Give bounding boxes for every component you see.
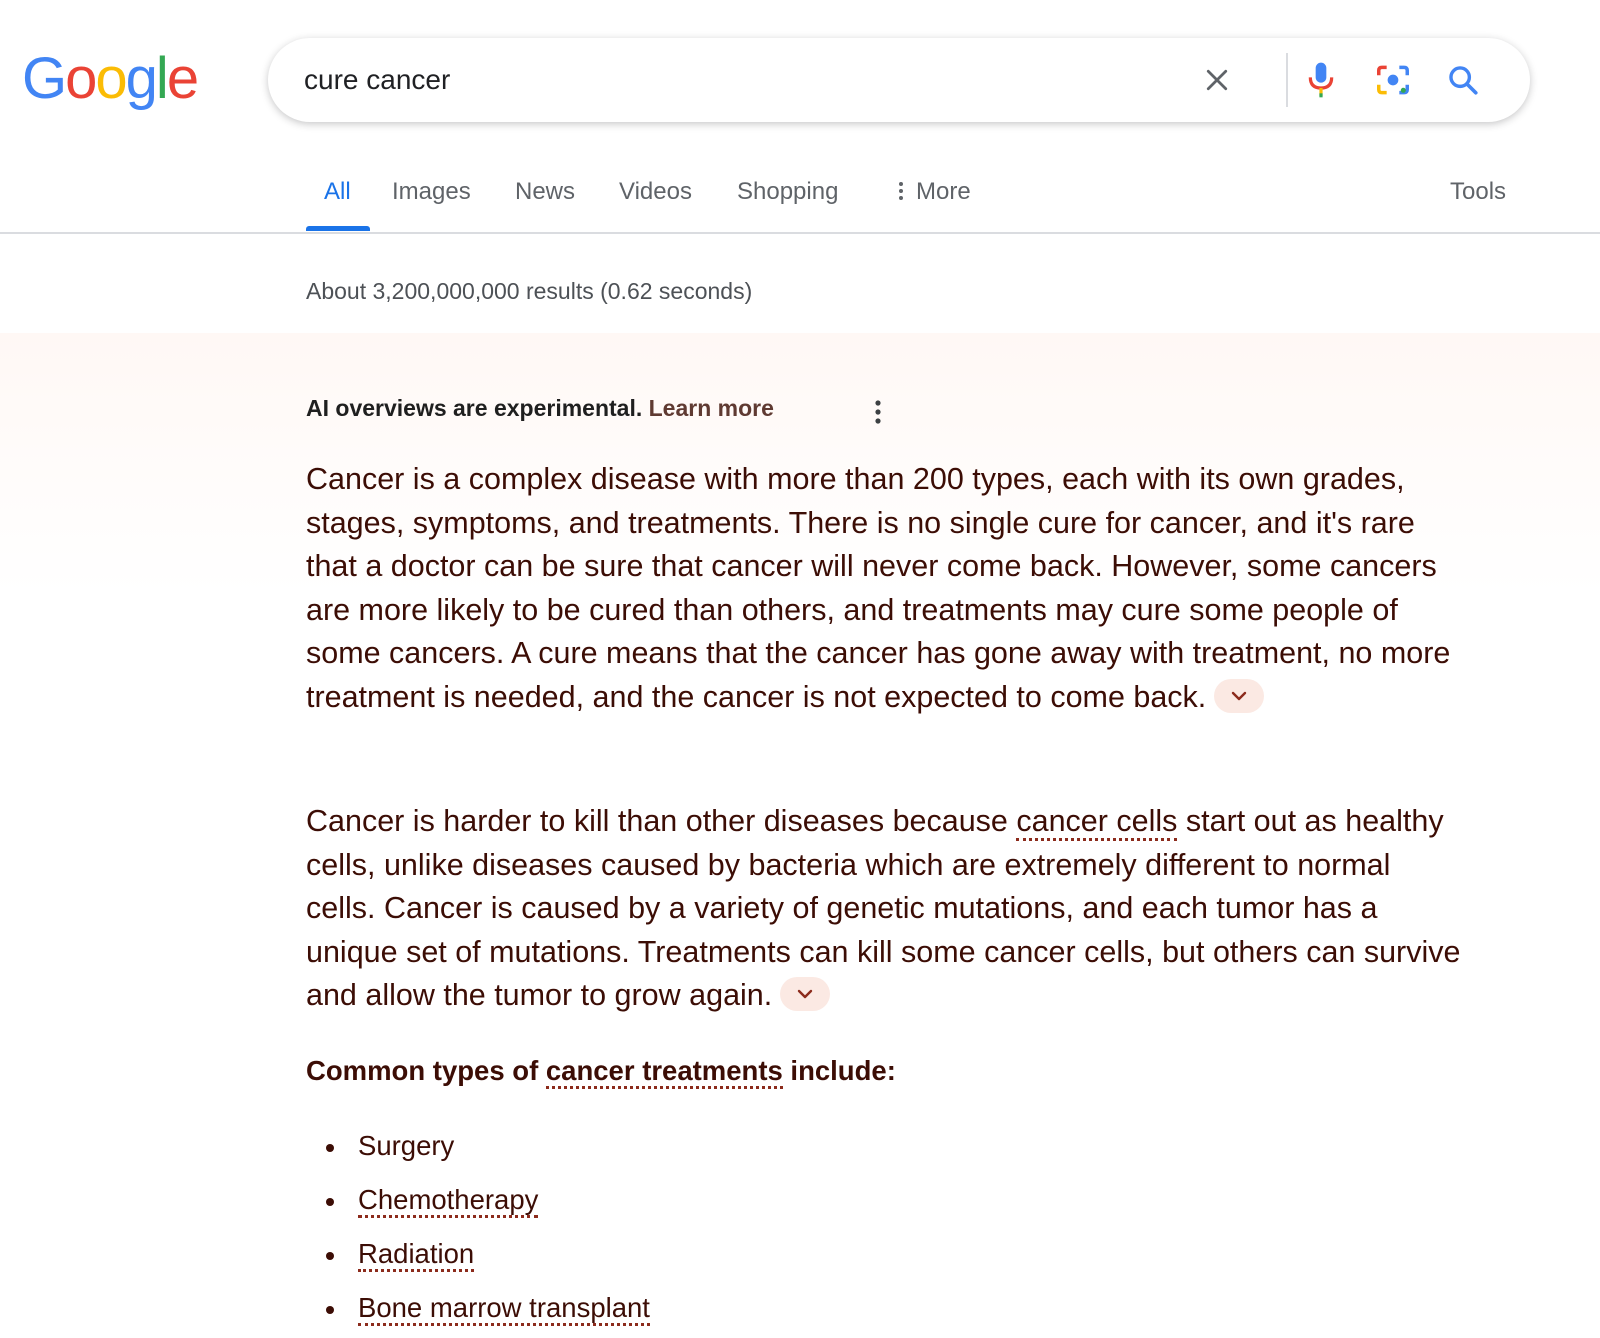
search-input[interactable]: [304, 60, 1164, 100]
cancer-treatments-link[interactable]: cancer treatments: [546, 1055, 783, 1089]
ai-overview-paragraph: [306, 458, 1466, 720]
logo-letter: g: [125, 46, 156, 111]
learn-more-link[interactable]: Learn more: [648, 395, 774, 421]
tab-label: All: [324, 178, 351, 205]
tab-videos[interactable]: [619, 178, 692, 206]
radiation-link[interactable]: Radiation: [358, 1238, 474, 1272]
tab-label: Shopping: [737, 178, 839, 205]
bone-marrow-transplant-link[interactable]: Bone marrow transplant: [358, 1292, 650, 1326]
microphone-icon[interactable]: [1300, 59, 1342, 101]
tab-label: Videos: [619, 178, 692, 205]
list-item: [306, 1182, 650, 1236]
search-icon[interactable]: [1442, 59, 1484, 101]
tab-label: Images: [392, 178, 471, 205]
lens-camera-icon[interactable]: [1372, 59, 1414, 101]
tab-images[interactable]: [392, 178, 471, 206]
logo-letter: o: [65, 46, 96, 111]
tab-all[interactable]: [324, 178, 351, 206]
tab-label: News: [515, 178, 576, 205]
paragraph-text: Cancer is a complex disease with more than 200 types, each with its own grades, stages, symptoms, and treatments. There is no single cure for cancer, and it's rare that a doctor can be sure that cancer will never come back. However, some cancers are more likely to be cured than others, and treatments may cure some people of some cancers. A cure means that the cancer has gone away with treatment, no more treatment is needed, and the cancer is not expected to come back.: [306, 462, 1451, 714]
google-logo[interactable]: [22, 46, 198, 111]
treatments-list: [306, 1128, 650, 1338]
disclaimer-text: AI overviews are experimental.: [306, 395, 643, 421]
tab-shopping[interactable]: [737, 178, 838, 206]
search-box: [268, 38, 1530, 122]
heading-text: Common types of: [306, 1055, 546, 1086]
cancer-cells-link[interactable]: cancer cells: [1016, 804, 1177, 841]
expand-sources-button[interactable]: [780, 977, 830, 1011]
tab-more[interactable]: [896, 178, 971, 206]
treatment-label: Surgery: [358, 1130, 455, 1161]
header-divider: [0, 232, 1600, 234]
treatments-heading: [306, 1055, 896, 1087]
search-divider: [1286, 53, 1288, 107]
tab-news[interactable]: [515, 178, 575, 206]
ai-overview-menu-icon[interactable]: [862, 396, 894, 428]
paragraph-text: Cancer is harder to kill than other diseases because: [306, 804, 1017, 838]
logo-letter: G: [22, 46, 66, 111]
logo-letter: e: [166, 46, 198, 111]
ai-overview-paragraph: [306, 800, 1466, 1018]
list-item: [306, 1128, 650, 1182]
logo-letter: o: [95, 46, 126, 111]
clear-icon[interactable]: [1196, 59, 1238, 101]
logo-letter: l: [155, 46, 167, 111]
paragraph-text: start out as healthy cells, unlike diseases caused by bacteria which are extremely different to normal cells. Cancer is caused by a variety of genetic mutations, and each tumor has a unique set of mutations. Treatments can kill some cancer cells, but others can survive and allow the tumor to grow again.: [306, 804, 1461, 1013]
chevron-down-icon: [1229, 688, 1249, 704]
chevron-down-icon: [795, 986, 815, 1002]
active-tab-indicator: [306, 226, 370, 231]
list-item: [306, 1290, 650, 1338]
heading-text: include:: [782, 1055, 896, 1086]
result-stats: About 3,200,000,000 results (0.62 seconds): [306, 278, 753, 304]
ai-overview-disclaimer: [306, 395, 774, 422]
chemotherapy-link[interactable]: Chemotherapy: [358, 1184, 538, 1218]
expand-sources-button[interactable]: [1214, 679, 1264, 713]
vertical-dots-icon: [896, 180, 906, 202]
tab-label: More: [916, 178, 971, 205]
list-item: [306, 1236, 650, 1290]
tools-button[interactable]: Tools: [1450, 178, 1507, 205]
